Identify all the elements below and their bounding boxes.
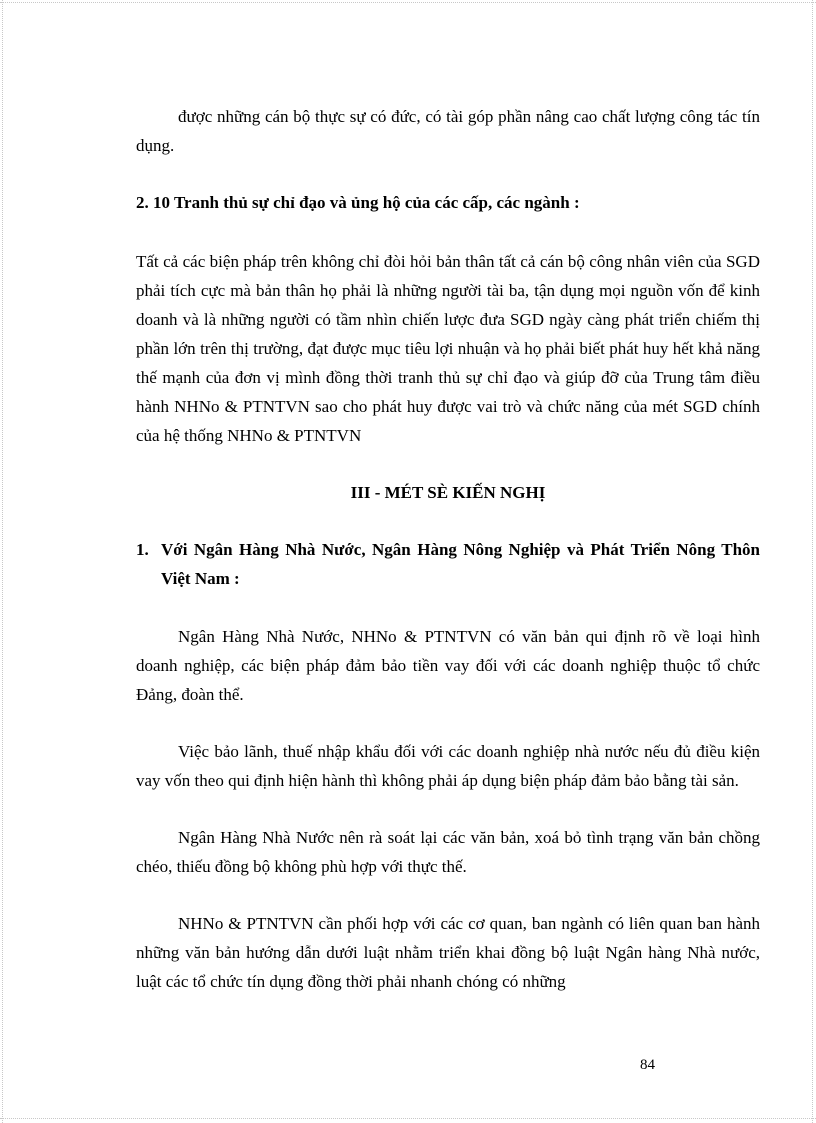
paragraph-measures-summary: Tất cả các biện pháp trên không chỉ đòi hỏi bản thân tất cả cán bộ công nhân viên của SGD phải tích cực mà bản thân họ phải là những người tài ba, tận dụng mọi nguồn vốn để kinh doanh và là những người có tầm nhìn chiến lược đưa SGD ngày càng phát triển chiếm thị phần lớn trên thị trường, đạt được mục tiêu lợi nhuận và họ phải biết phát huy hết khả năng thế mạnh của đơn vị mình đồng thời tranh thủ sự chỉ đạo và giúp đỡ của Trung tâm điều hành NHNo & PTNTVN sao cho phát huy được vai trò và chức năng của mét SGD chính của hệ thống NHNo & PTNTVN bbox=[136, 252, 760, 445]
paragraph-continuation: được những cán bộ thực sự có đức, có tài góp phần nâng cao chất lượng công tác tín dụng. bbox=[136, 107, 760, 155]
paragraph-guarantee: Việc bảo lãnh, thuế nhập khẩu đối với các doanh nghiệp nhà nước nếu đủ điều kiện vay vốn theo qui định hiện hành thì không phải áp dụng biện pháp đảm bảo bằng tài sản. bbox=[136, 742, 760, 790]
list-heading-text: Với Ngân Hàng Nhà Nước, Ngân Hàng Nông Nghiệp và Phát Triển Nông Thôn Việt Nam : bbox=[161, 540, 760, 588]
paragraph-regulations: Ngân Hàng Nhà Nước, NHNo & PTNTVN có văn bản qui định rõ về loại hình doanh nghiệp, các biện pháp đảm bảo tiền vay đối với các doanh nghiệp thuộc tổ chức Đảng, đoàn thể. bbox=[136, 627, 760, 704]
page-border-right bbox=[812, 0, 814, 1123]
page-border-bottom bbox=[0, 1118, 816, 1120]
page-border-top bbox=[0, 2, 816, 4]
page-border-left bbox=[2, 0, 4, 1123]
paragraph-coordination: NHNo & PTNTVN cần phối hợp với các cơ quan, ban ngành có liên quan ban hành những văn bản hướng dẫn dưới luật nhằm triển khai đồng bộ luật Ngân hàng Nhà nước, luật các tổ chức tín dụng đồng thời phải nhanh chóng có những bbox=[136, 914, 760, 991]
document-body bbox=[136, 102, 760, 1024]
list-number: 1. bbox=[136, 540, 149, 559]
paragraph-review-documents: Ngân Hàng Nhà Nước nên rà soát lại các văn bản, xoá bỏ tình trạng văn bản chồng chéo, thiếu đồng bộ không phù hợp với thực thế. bbox=[136, 828, 760, 876]
section-title: III - MÉT SÈ KIẾN NGHỊ bbox=[350, 483, 546, 502]
subsection-heading-2-10: 2. 10 Tranh thủ sự chỉ đạo và ủng hộ của các cấp, các ngành : bbox=[136, 193, 580, 212]
numbered-heading-1 bbox=[136, 535, 760, 593]
page-number: 84 bbox=[640, 1057, 655, 1073]
